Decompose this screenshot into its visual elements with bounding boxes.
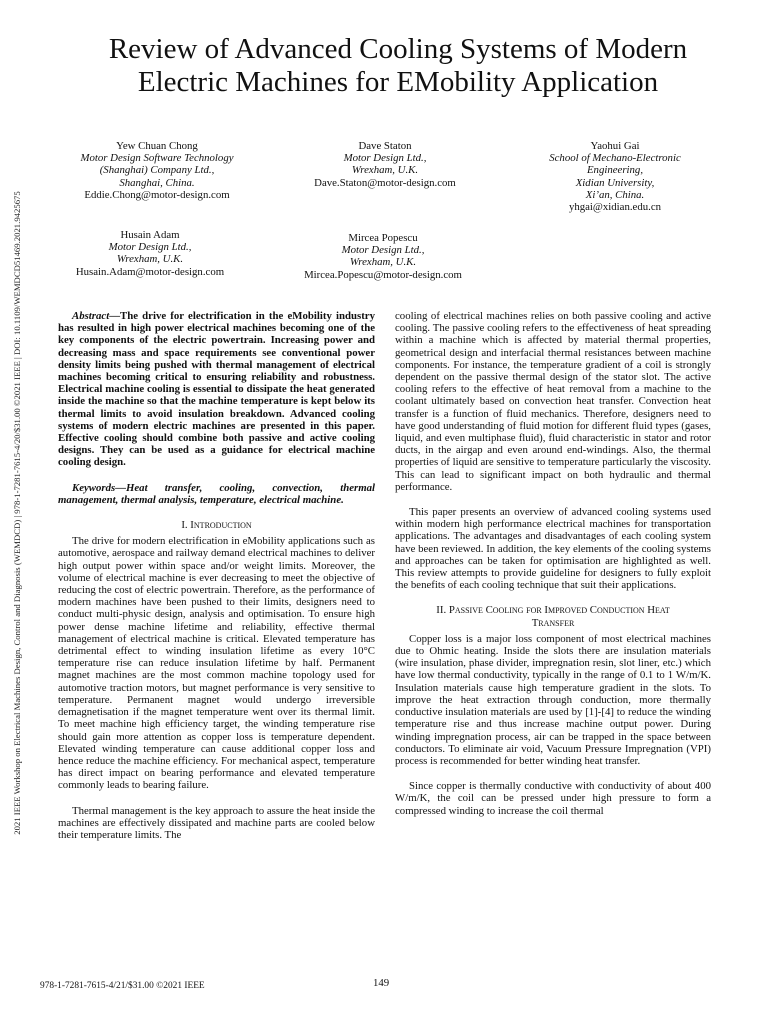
author-affiliation: School of Mechano-Electronic [549,152,681,165]
author-affiliation: Engineering, [586,164,644,177]
author-affiliation: Wrexham, U.K. [351,164,419,177]
section-2-heading [395,604,711,628]
author-email: Mircea.Popescu@motor-design.com [304,268,462,281]
paper-title [40,33,756,99]
author-affiliation: Motor Design Software Technology [80,152,234,165]
left-column [58,310,375,841]
author-affiliation: Xi’an, China. [585,188,645,201]
author-name: Husain Adam [120,229,180,241]
author-affiliation: Xidian University, [575,176,655,189]
author-affiliation: Wrexham, U.K. [116,253,184,266]
right-paragraph-3: Copper loss is a major loss component of most electrical machines due to Ohmic heating. Inside the slots there are insulation materials (wire insulation, phase divider, impregnation resin, slot liner, etc.) which have low thermal conductivity, typically in the range of 0.1 to 1 W/m/K. Insulation materials cause high temperature gradient in the slots. To improve the heat extraction through conduction, more thermally conductive insulation materials are used by [1]-[4] to reduce the winding temperature rise and thus increase machine output power. During winding impregnation process, air can be trapped in the space between conductors. To eliminate air void, Vacuum Pressure Impregnation (VPI) process is recommended for better winding heat transfer. [395,632,711,767]
abstract [58,310,375,469]
footer-copyright: 978-1-7281-7615-4/21/$31.00 ©2021 IEEE [40,981,205,991]
author-block-2 [280,140,490,189]
author-email: Eddie.Chong@motor-design.com [84,188,230,201]
side-label-text: 2021 IEEE Workshop on Electrical Machines Design, Control and Diagnosis (WEMDCD) | 978-1-7281-7615-4/20/$31.00 ©2021 IEEE | DOI: 10.1109/WEMDCD51469.2021.9425675 [12,190,22,835]
section-1-heading: I. Introduction [181,519,252,532]
conference-side-label [10,150,24,875]
abstract-lead: Abstract [72,310,110,322]
section-2-heading-line-1: II. Passive Cooling for Improved Conduction Heat [436,604,670,617]
author-email: yhgai@xidian.edu.cn [568,201,662,214]
right-paragraph-4: Since copper is thermally conductive with conductivity of about 400 W/m/K, the coil can be pressed under high pressure to form a compressed winding to increase the coil thermal [395,780,711,817]
author-name: Dave Staton [358,140,412,152]
author-block-5 [278,232,488,281]
author-affiliation: Shanghai, China. [119,176,195,189]
author-name: Yaohui Gai [590,140,640,152]
title-line-1: Review of Advanced Cooling Systems of Modern [108,33,688,65]
intro-paragraph-1: The drive for modern electrification in eMobility applications such as automotive, aerospace and railway demand electrical machines to deliver high output power within space and/or weight limits. Moreover, the volume of electrical machine is ever decreasing to meet the objective of reducing the cost of electric powertrain. Therefore, as the performance of modern machines have been pushed to their limits, designers need to conduct multi-physic design, analysis and optimisation. To ensure high power dense machine lifetime and reliability, effective thermal management of electrical machine is critical. Elevated temperature has detrimental effect to winding insulation lifetime as every 10°C temperature rise can reduce insulation lifetime by half. Permanent magnet machines are the most common machine topology used for automotive traction motors, but magnet performance is very sensitive to temperature. Permanent magnet would undergo irreversible demagnetisation if the magnet temperature went over its thermal limit. To meet machine high efficiency target, the winding temperature rise should gain more attention as copper loss is temperature dependent. Elevated winding temperature can cause additional copper loss and hence reduce the machine efficiency. For mechanical aspect, temperature has direct impact on bearing performance and elevated temperature commonly leads to bearing failure. [58,535,375,792]
right-paragraph-1: cooling of electrical machines relies on both passive cooling and active cooling. The passive cooling refers to the effectiveness of heat spreading within a machine which is affected by material thermal properties, geometrical design and interfacial thermal resistances between machine components. For instance, the temperature gradient of a coil is strongly dependent on the passive thermal design of the stator slot. The active cooling refers to the effective of heat removal from a machine to the coolant ultimately based on convection heat transfer. Convection heat transfer is a function of fluid mechanics. Therefore, designers need to have good understanding of fluid motion for different fluid types (gases, liquid, and even multiphase fluid), fluid characteristic in stator and rotor ducts, in the airgap and even around end-windings. Also, the thermal properties of liquid are sensitive to temperature particularly the viscosity. This can lead to significant impact on both hydraulic and thermal performance. [395,310,711,493]
author-affiliation: Wrexham, U.K. [349,256,417,269]
section-2-heading-line-2: Transfer [531,616,575,629]
author-email: Dave.Staton@motor-design.com [314,176,456,189]
author-block-1 [52,140,262,201]
page-number: 149 [373,977,390,989]
author-affiliation: Motor Design Ltd., [341,244,425,257]
author-email: Husain.Adam@motor-design.com [75,265,225,278]
author-affiliation: Motor Design Ltd., [108,241,192,254]
right-paragraph-2: This paper presents an overview of advanced cooling systems used within modern high performance electrical machines for transportation applications. The advantages and disadvantages of each cooling system have been reviewed. In addition, the key elements of the cooling systems and approaches can be taken for optimisation are highlighted as well. This review attempts to provide guideline for designers to fully exploit the benefits of each cooling technique that suit their applications. [395,506,711,592]
keywords: Keywords—Heat transfer, cooling, convection, thermal management, thermal analysis, temperature, electrical machine. [58,481,375,506]
author-affiliation: (Shanghai) Company Ltd., [99,164,215,177]
author-block-4 [45,229,255,278]
author-name: Yew Chuan Chong [116,140,198,152]
author-affiliation: Motor Design Ltd., [343,152,427,165]
title-line-2: Electric Machines for EMobility Application [137,66,659,98]
author-name: Mircea Popescu [348,232,418,244]
author-block-3 [510,140,720,213]
right-column [395,310,711,817]
abstract-body: —The drive for electrification in the eMobility industry has resulted in high power electrical machines becoming one of the key components of the electric powertrain. Increasing power and decreasing mass and space requirements see conventional power density limits being pushed with thermal management of electrical machines becoming critical to ensuring reliability and robustness. Electrical machine cooling is essential to dissipate the heat generated inside the machine so that the machine temperature is kept below its thermal limits to avoid insulation breakdown. Advanced cooling systems of modern electric machines are presented in this paper. Effective cooling should combine both passive and active cooling designs. They can be used as a guidance for electrical machine cooling design. [58,310,375,469]
intro-paragraph-2: Thermal management is the key approach to assure the heat inside the machines are effectively dissipated and machine parts are cooled below their temperature limits. The [58,804,375,841]
